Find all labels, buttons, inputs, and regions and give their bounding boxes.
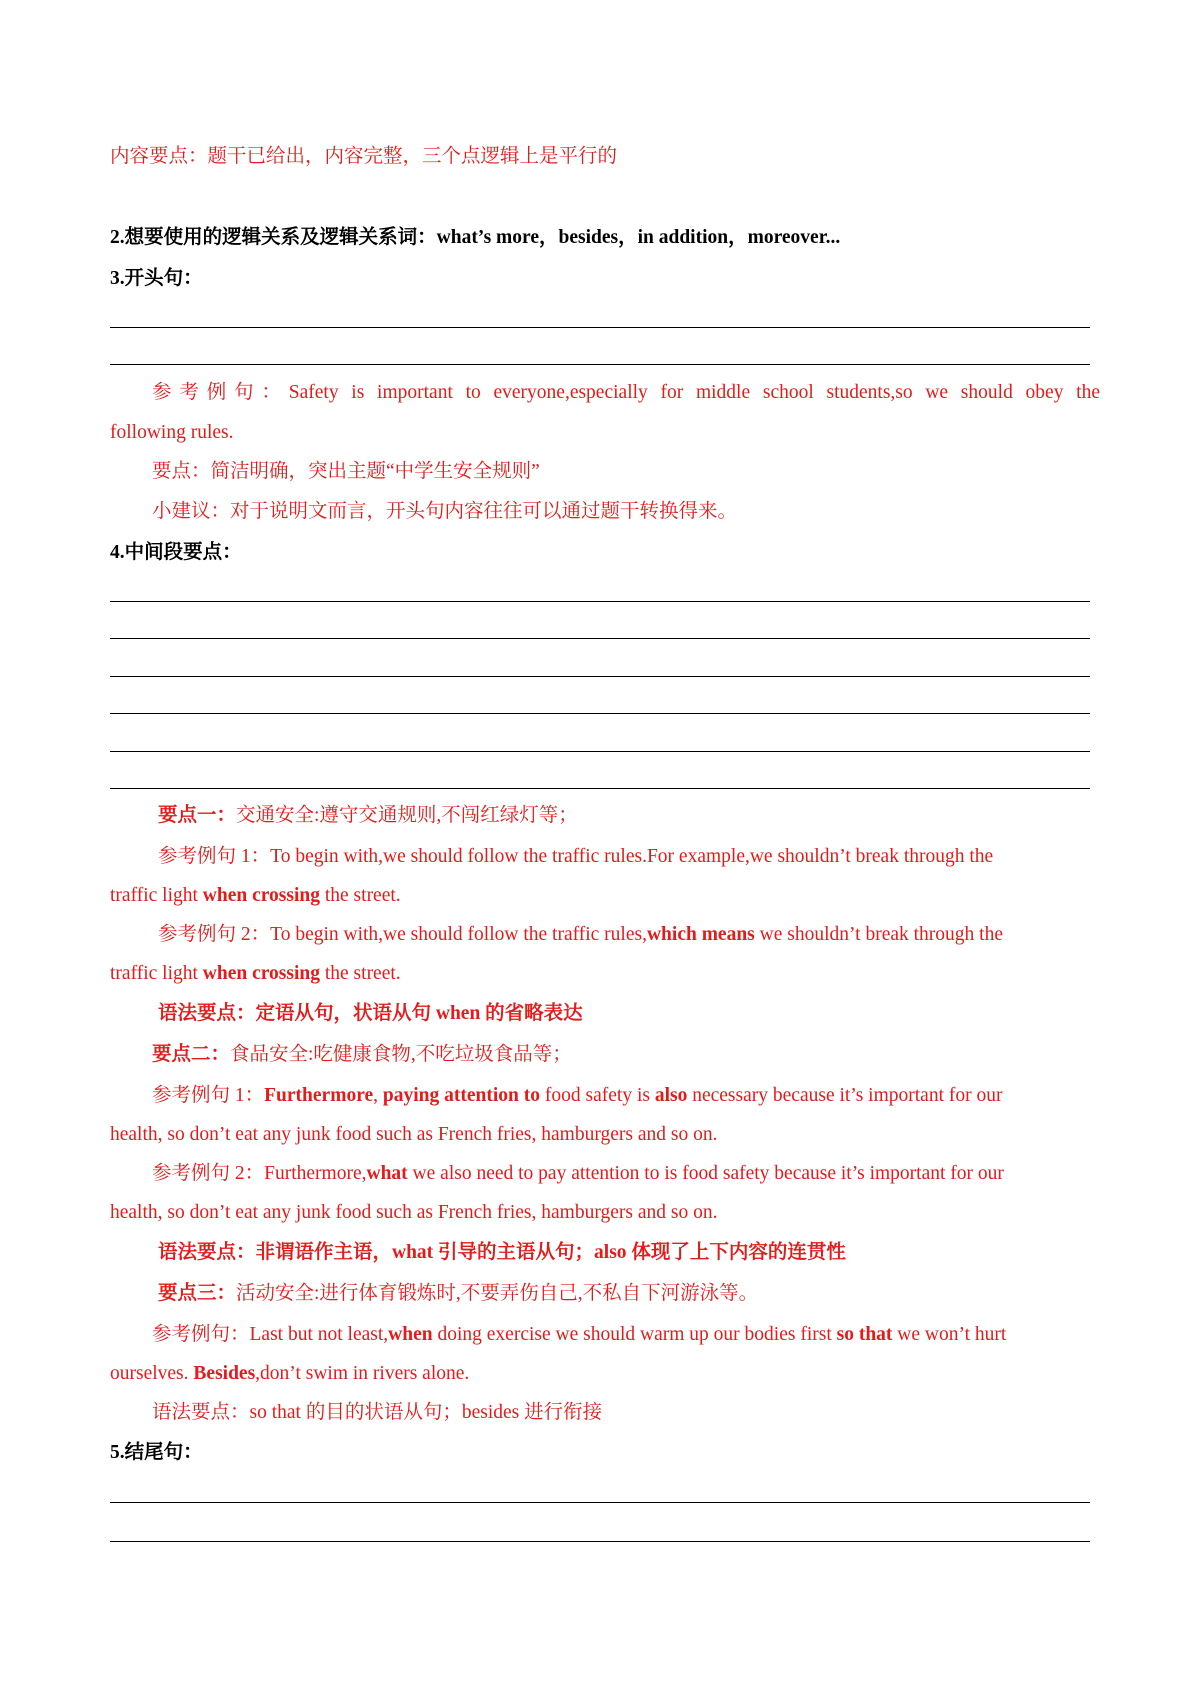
example-text: the street. xyxy=(319,885,401,906)
example-text: Safety is important to everyone,especially for middle school students,so we should obey the xyxy=(288,382,1100,403)
opening-key-point: 要点：简洁明确，突出主题“中学生安全规则” xyxy=(152,461,540,482)
example-text: we also need to pay attention to is food safety because it’s important for our xyxy=(407,1163,1004,1184)
example-label: 参考例句 1： xyxy=(158,846,271,867)
point-1-example-2 xyxy=(158,925,1003,945)
point-3-text: 活动安全:进行体育锻炼时,不要弄伤自己,不私自下河游泳等。 xyxy=(236,1283,759,1304)
content-key-point: 内容要点：题干已给出，内容完整，三个点逻辑上是平行的 xyxy=(110,146,618,167)
section-4-heading: 4.中间段要点： xyxy=(110,542,242,563)
point-1-example-1-cont xyxy=(110,886,401,906)
opening-example-cont: following rules. xyxy=(110,422,234,443)
point-3-grammar: 语法要点：so that 的目的状语从句；besides 进行衔接 xyxy=(152,1402,603,1423)
example-bold: when crossing xyxy=(202,963,320,984)
section-3-heading: 3.开头句： xyxy=(110,268,203,289)
example-text: To begin with,we should follow the traffic rules.For example,we shouldn’t break through the xyxy=(270,846,994,867)
opening-example xyxy=(152,383,1100,403)
section-2-heading xyxy=(110,228,840,248)
blank-line xyxy=(110,364,1090,365)
example-text: the street. xyxy=(319,963,401,984)
point-3-example-cont xyxy=(110,1364,469,1384)
point-1-grammar: 语法要点：定语从句，状语从句 when 的省略表达 xyxy=(158,1003,583,1024)
blank-line xyxy=(110,676,1090,677)
point-1-label: 要点一： xyxy=(158,805,237,826)
blank-line xyxy=(110,788,1090,789)
example-text: Furthermore, xyxy=(264,1163,367,1184)
example-bold: paying attention to xyxy=(382,1085,541,1106)
example-text: ourselves. xyxy=(110,1363,194,1384)
example-text: , xyxy=(373,1085,383,1106)
example-text: we shouldn’t break through the xyxy=(754,924,1003,945)
example-label: 参考例句 2： xyxy=(152,1163,265,1184)
point-1-example-1 xyxy=(158,847,993,867)
example-label: 参考例句 1： xyxy=(152,1085,265,1106)
section-2-words: what’s more，besides，in addition，moreover... xyxy=(436,227,841,248)
point-2-label: 要点二： xyxy=(152,1044,231,1065)
example-text: To begin with,we should follow the traffic rules, xyxy=(270,924,647,945)
example-bold: Besides xyxy=(193,1363,256,1384)
point-1 xyxy=(158,806,578,826)
example-bold: when crossing xyxy=(202,885,320,906)
point-1-text: 交通安全:遵守交通规则,不闯红绿灯等； xyxy=(236,805,578,826)
example-text: traffic light xyxy=(110,885,203,906)
point-3-example xyxy=(152,1325,1006,1345)
section-5-heading: 5.结尾句： xyxy=(110,1442,203,1463)
example-bold: which means xyxy=(646,924,755,945)
point-2-example-2-cont: health, so don’t eat any junk food such as French fries, hamburgers and so on. xyxy=(110,1202,718,1223)
point-2-text: 食品安全:吃健康食物,不吃垃圾食品等； xyxy=(230,1044,572,1065)
example-bold: what xyxy=(366,1163,408,1184)
example-text: doing exercise we should warm up our bodies first xyxy=(432,1324,837,1345)
example-bold: Furthermore xyxy=(264,1085,374,1106)
example-bold: so that xyxy=(836,1324,893,1345)
point-3-label: 要点三： xyxy=(158,1283,237,1304)
section-2-prefix: 2.想要使用的逻辑关系及逻辑关系词： xyxy=(110,227,437,248)
blank-line xyxy=(110,638,1090,639)
blank-line xyxy=(110,1541,1090,1542)
example-text: we won’t hurt xyxy=(892,1324,1007,1345)
point-2-example-2 xyxy=(152,1164,1004,1184)
blank-line xyxy=(110,601,1090,602)
point-3 xyxy=(158,1284,758,1304)
example-text: food safety is xyxy=(540,1085,655,1106)
point-2-grammar: 语法要点：非谓语作主语，what 引导的主语从句；also 体现了上下内容的连贯性 xyxy=(158,1242,846,1263)
opening-tip: 小建议：对于说明文而言，开头句内容往往可以通过题干转换得来。 xyxy=(152,501,738,522)
blank-line xyxy=(110,327,1090,328)
example-label: 参考例句： xyxy=(152,382,289,403)
point-1-example-2-cont xyxy=(110,964,401,984)
example-text: ,don’t swim in rivers alone. xyxy=(255,1363,470,1384)
point-2-example-1-cont: health, so don’t eat any junk food such as French fries, hamburgers and so on. xyxy=(110,1124,718,1145)
example-text: traffic light xyxy=(110,963,203,984)
example-bold: also xyxy=(654,1085,688,1106)
blank-line xyxy=(110,751,1090,752)
example-label: 参考例句 2： xyxy=(158,924,271,945)
blank-line xyxy=(110,713,1090,714)
point-2 xyxy=(152,1045,572,1065)
example-text: Last but not least, xyxy=(249,1324,389,1345)
example-bold: when xyxy=(388,1324,433,1345)
example-label: 参考例句： xyxy=(152,1324,250,1345)
example-text: necessary because it’s important for our xyxy=(687,1085,1003,1106)
blank-line xyxy=(110,1502,1090,1503)
point-2-example-1 xyxy=(152,1086,1003,1106)
